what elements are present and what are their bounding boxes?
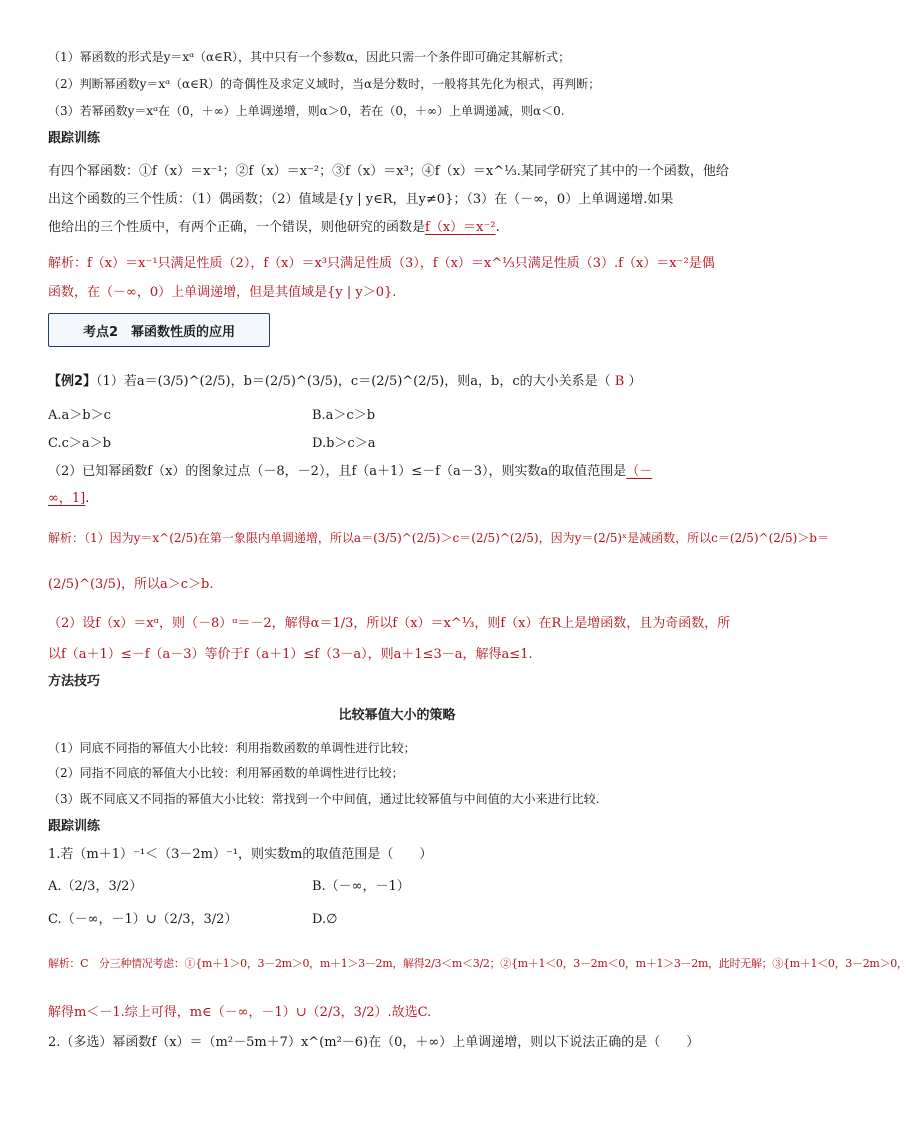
track2-options-row1 — [48, 877, 754, 897]
track-q1-line2: 出这个函数的三个性质：（1）偶函数；（2）值域是{y | y∈R，且y≠0}；（3）在（－∞，0）上单调递增.如果 — [48, 192, 674, 207]
note-3: （3）若幂函数y＝xᵅ在（0，＋∞）上单调递增，则α＞0，若在（0，＋∞）上单调递减，则α＜0. — [48, 104, 565, 118]
track2-q1-solution-line2: 解得m＜－1.综上可得，m∈（－∞，－1）∪（2/3，3/2）.故选C. — [48, 1005, 432, 1020]
track-q1-answer: f（x）＝x⁻² — [425, 220, 496, 235]
example2-part1-close: ） — [628, 374, 642, 389]
example2-solution2-line2: 以f（a＋1）≤－f（a－3）等价于f（a＋1）≤f（3－a），则a＋1≤3－a，解得a≤1. — [48, 647, 533, 662]
track-q1-line3 — [48, 218, 754, 238]
example2-option-c: C.c＞a＞b — [48, 436, 111, 451]
track2-option-c: C.（－∞，－1）∪（2/3，3/2） — [48, 912, 238, 927]
example2-label: 【例2】 — [48, 374, 97, 389]
example2-part1 — [48, 372, 754, 392]
method-heading: 方法技巧 — [48, 674, 101, 689]
note-1: （1）幂函数的形式是y＝xᵅ（α∈R），其中只有一个参数α，因此只需一个条件即可确定其解析式； — [48, 50, 571, 64]
example2-options-row2 — [48, 434, 754, 454]
example2-part2-answer-a: （－ — [626, 464, 653, 479]
track2-option-a: A.（2/3，3/2） — [48, 879, 143, 894]
track-q1-solution-line1: 解析：f（x）＝x⁻¹只满足性质（2），f（x）＝x³只满足性质（3），f（x）＝x^⅓只满足性质（3）.f（x）＝x⁻²是偶 — [48, 256, 715, 271]
track-q1-line3-text: 他给出的三个性质中，有两个正确，一个错误，则他研究的函数是 — [48, 220, 426, 235]
example2-part2-answer-b: ∞，1] — [48, 491, 86, 506]
section-title-box — [48, 313, 270, 347]
track2-q2: 2.（多选）幂函数f（x）＝（m²－5m＋7）x^(m²－6)在（0，＋∞）上单调递增，则以下说法正确的是（ ） — [48, 1035, 700, 1050]
track-training-heading: 跟踪训练 — [48, 131, 101, 146]
method-item-2: （2）同指不同底的幂值大小比较：利用幂函数的单调性进行比较； — [48, 766, 404, 780]
track-q1-line1: 有四个幂函数：①f（x）＝x⁻¹；②f（x）＝x⁻²；③f（x）＝x³；④f（x）＝x^⅓.某同学研究了其中的一个函数，他给 — [48, 164, 729, 179]
example2-part2-line1 — [48, 462, 754, 482]
example2-option-a: A.a＞b＞c — [48, 408, 111, 423]
example2-part2-end: . — [85, 491, 90, 506]
note-2: （2）判断幂函数y＝xᵅ（α∈R）的奇偶性及求定义域时，当α是分数时，一般将其先化为根式，再判断； — [48, 77, 601, 91]
track2-option-b: B.（－∞，－1） — [312, 879, 410, 894]
example2-part2-line2 — [48, 489, 754, 509]
track-training-heading-2: 跟踪训练 — [48, 819, 101, 834]
method-item-3: （3）既不同底又不同指的幂值大小比较：常找到一个中间值，通过比较幂值与中间值的大小来进行比较. — [48, 792, 600, 806]
section-title: 考点2 幂函数性质的应用 — [82, 324, 236, 340]
track2-q1: 1.若（m＋1）⁻¹＜（3－2m）⁻¹，则实数m的取值范围是（ ） — [48, 847, 433, 862]
track2-options-row2 — [48, 910, 754, 930]
example2-solution1-line2: (2/5)^(3/5)，所以a＞c＞b. — [48, 577, 214, 592]
method-item-1: （1）同底不同指的幂值大小比较：利用指数函数的单调性进行比较； — [48, 741, 416, 755]
example2-solution1-line1: 解析：（1）因为y＝x^(2/5)在第一象限内单调递增，所以a＝(3/5)^(2/5)＞c＝(2/5)^(2/5)，因为y＝(2/5)ˣ是减函数，所以c＝(2/5)^(2/5)＞b＝ — [48, 531, 829, 545]
track2-q1-solution-line1: 解析：C 分三种情况考虑：①{m＋1＞0，3－2m＞0，m＋1＞3－2m，解得2/3＜m＜3/2；②{m＋1＜0，3－2m＜0，m＋1＞3－2m，此时无解；③{m＋1＜0，3－2m＞0， — [48, 957, 908, 970]
example2-option-b: B.a＞c＞b — [312, 408, 376, 423]
example2-solution2-line1: （2）设f（x）＝xᵅ，则（－8）ᵅ＝－2，解得α＝1/3，所以f（x）＝x^⅓，则f（x）在R上是增函数，且为奇函数，所 — [48, 616, 731, 631]
track-q1-solution-line2: 函数，在（－∞，0）上单调递增，但是其值域是{y | y＞0}. — [48, 285, 397, 300]
method-title: 比较幂值大小的策略 — [338, 708, 456, 723]
track2-option-d: D.∅ — [312, 912, 338, 927]
example2-part2-text: （2）已知幂函数f（x）的图象过点（－8，－2），且f（a＋1）≤－f（a－3），则实数a的取值范围是 — [48, 464, 627, 479]
track-q1-end: . — [495, 220, 500, 235]
example2-part1-answer: B — [614, 374, 625, 389]
example2-options-row1 — [48, 406, 754, 426]
example2-option-d: D.b＞c＞a — [312, 436, 376, 451]
example2-part1-text: （1）若a＝(3/5)^(2/5)，b＝(2/5)^(3/5)，c＝(2/5)^(2/5)，则a，b，c的大小关系是（ — [96, 374, 611, 389]
